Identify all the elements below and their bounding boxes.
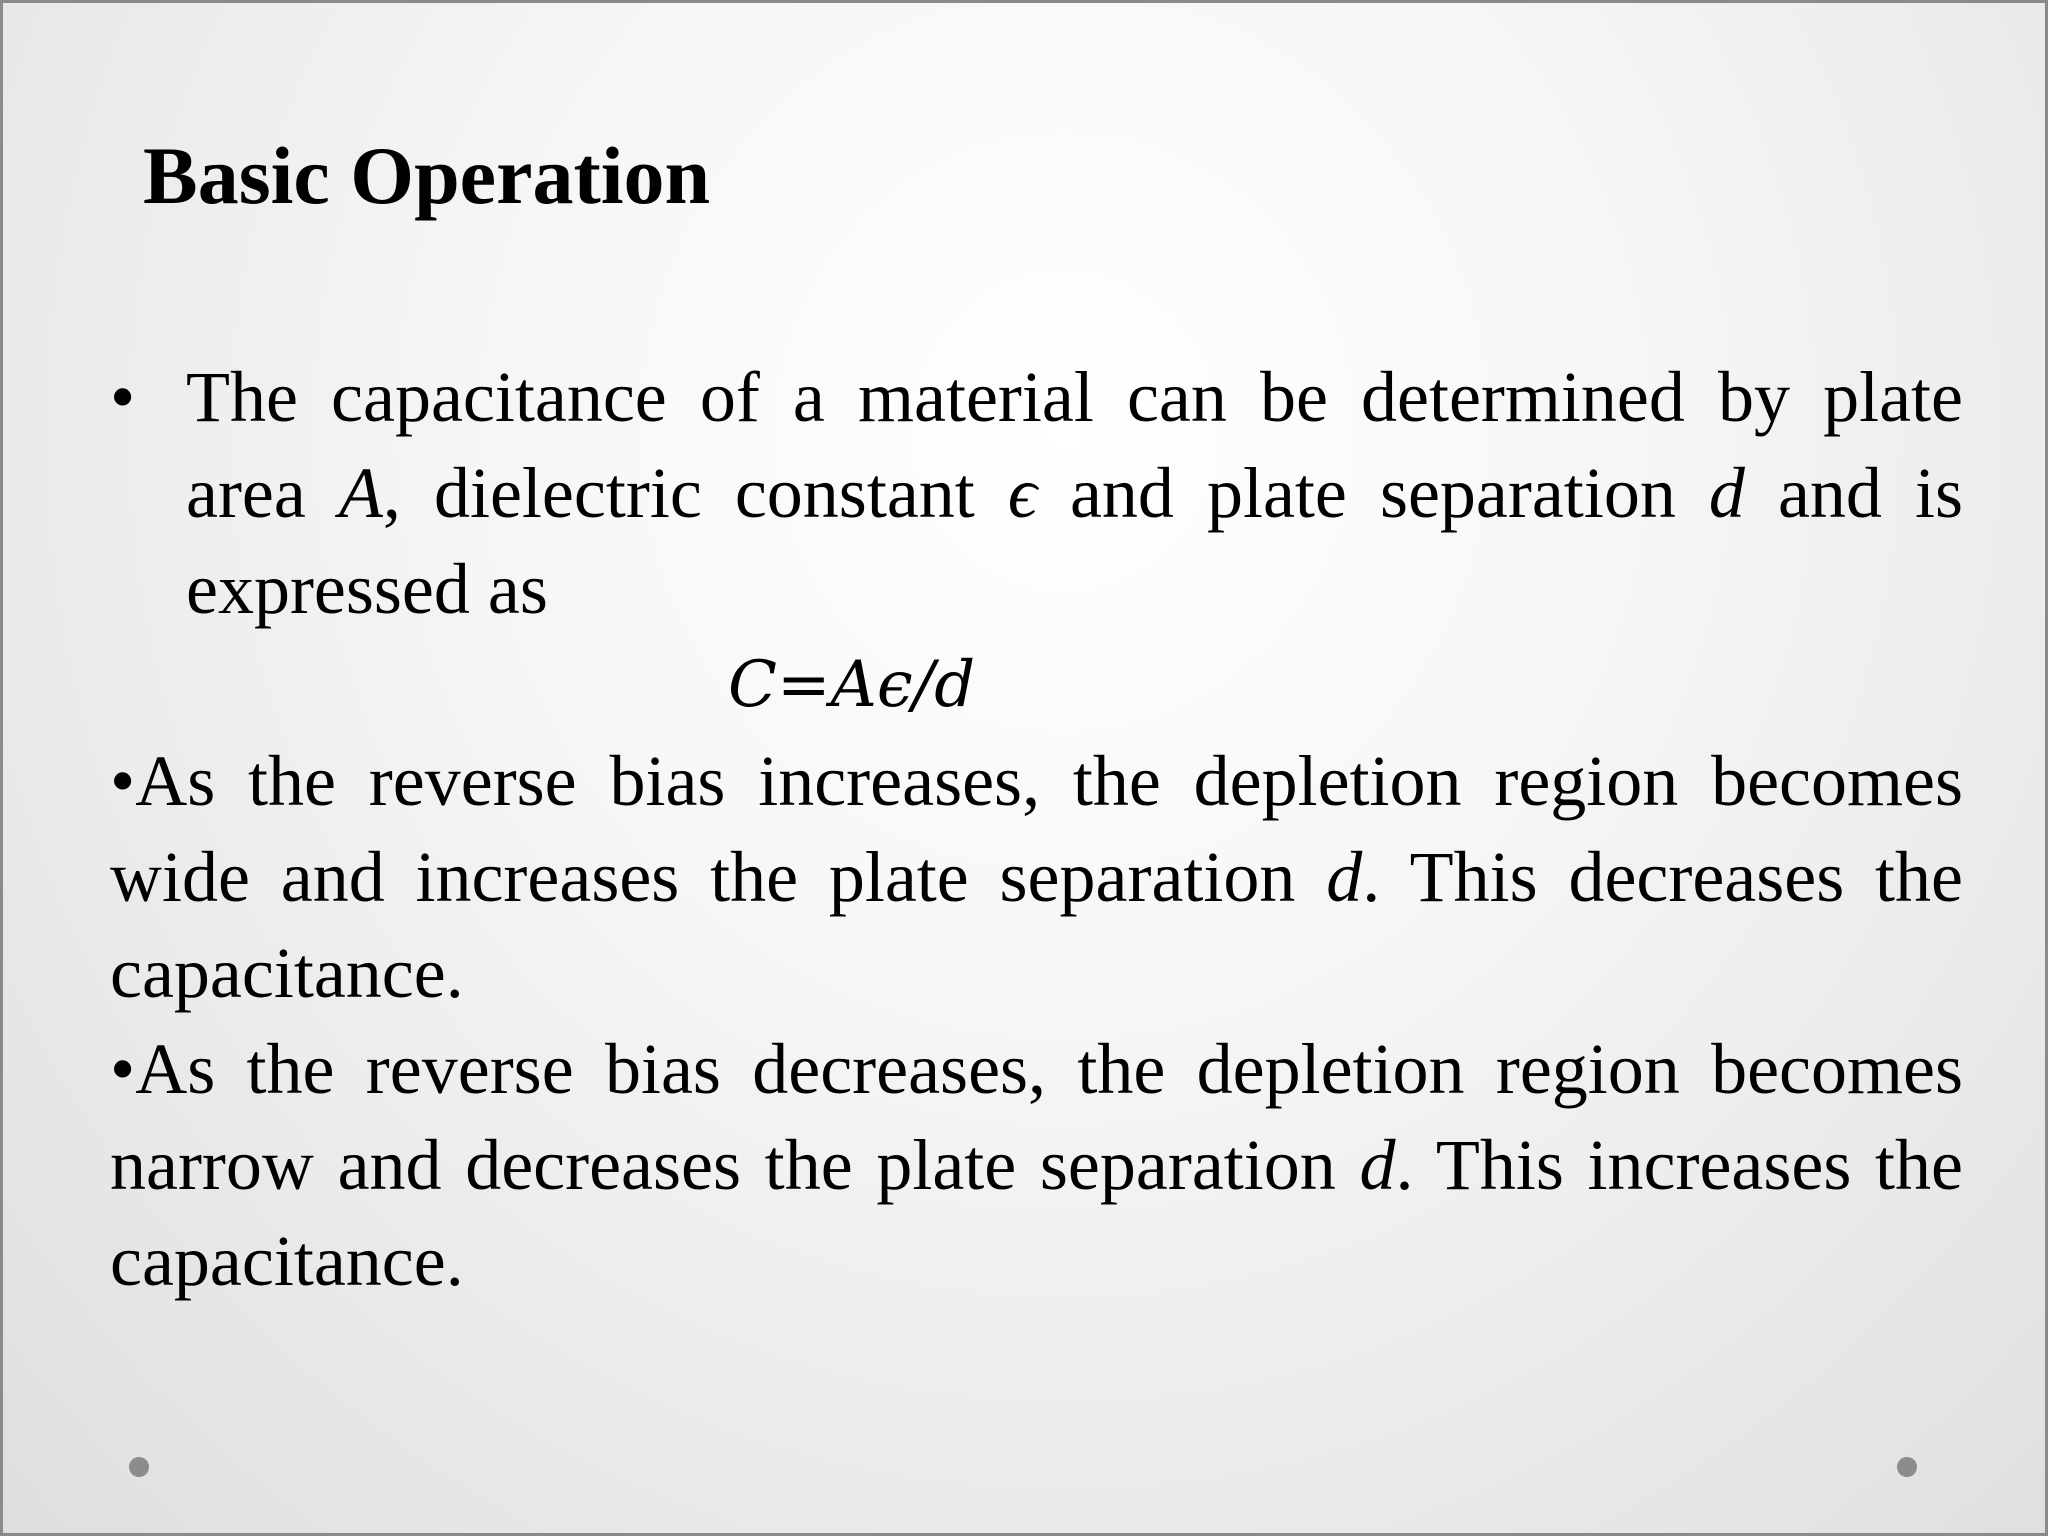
bullet-icon: •: [110, 357, 136, 437]
bullet-paragraph-bias-increase: [110, 733, 1963, 1021]
capacitance-formula: C=Aϵ/d: [728, 648, 976, 722]
slide-body: [110, 349, 1963, 1309]
variable-area: A: [338, 453, 383, 533]
paragraph-text: , dielectric constant: [382, 453, 1008, 533]
paragraph-text: . This increases the capacitance.: [110, 1125, 1964, 1301]
bullet-paragraph-capacitance: [110, 349, 1963, 637]
paragraph-text: and plate separation: [1036, 453, 1709, 533]
variable-separation: d: [1708, 453, 1745, 533]
bullet-icon: •: [110, 1029, 136, 1109]
bullet-paragraph-bias-decrease: [110, 1021, 1963, 1309]
paragraph-text: As the reverse bias increases, the depletion region becomes wide and increases the plate separation: [110, 741, 1963, 917]
paragraph-text: and is expressed as: [186, 453, 1963, 629]
paragraph-text: As the reverse bias decreases, the depletion region becomes narrow and decreases the plate separation: [110, 1029, 1963, 1205]
variable-separation: d: [1359, 1125, 1396, 1205]
paragraph-text: . This decreases the capacitance.: [110, 837, 1963, 1013]
bullet-icon: •: [110, 741, 136, 821]
variable-separation: d: [1326, 837, 1363, 917]
paragraph-text: The capacitance of a material can be determined by plate area: [186, 357, 1963, 533]
variable-dielectric-constant: ϵ: [1007, 453, 1037, 533]
decorative-dot-left: [129, 1457, 149, 1477]
decorative-dot-right: [1897, 1457, 1917, 1477]
slide-title: Basic Operation: [143, 130, 711, 221]
